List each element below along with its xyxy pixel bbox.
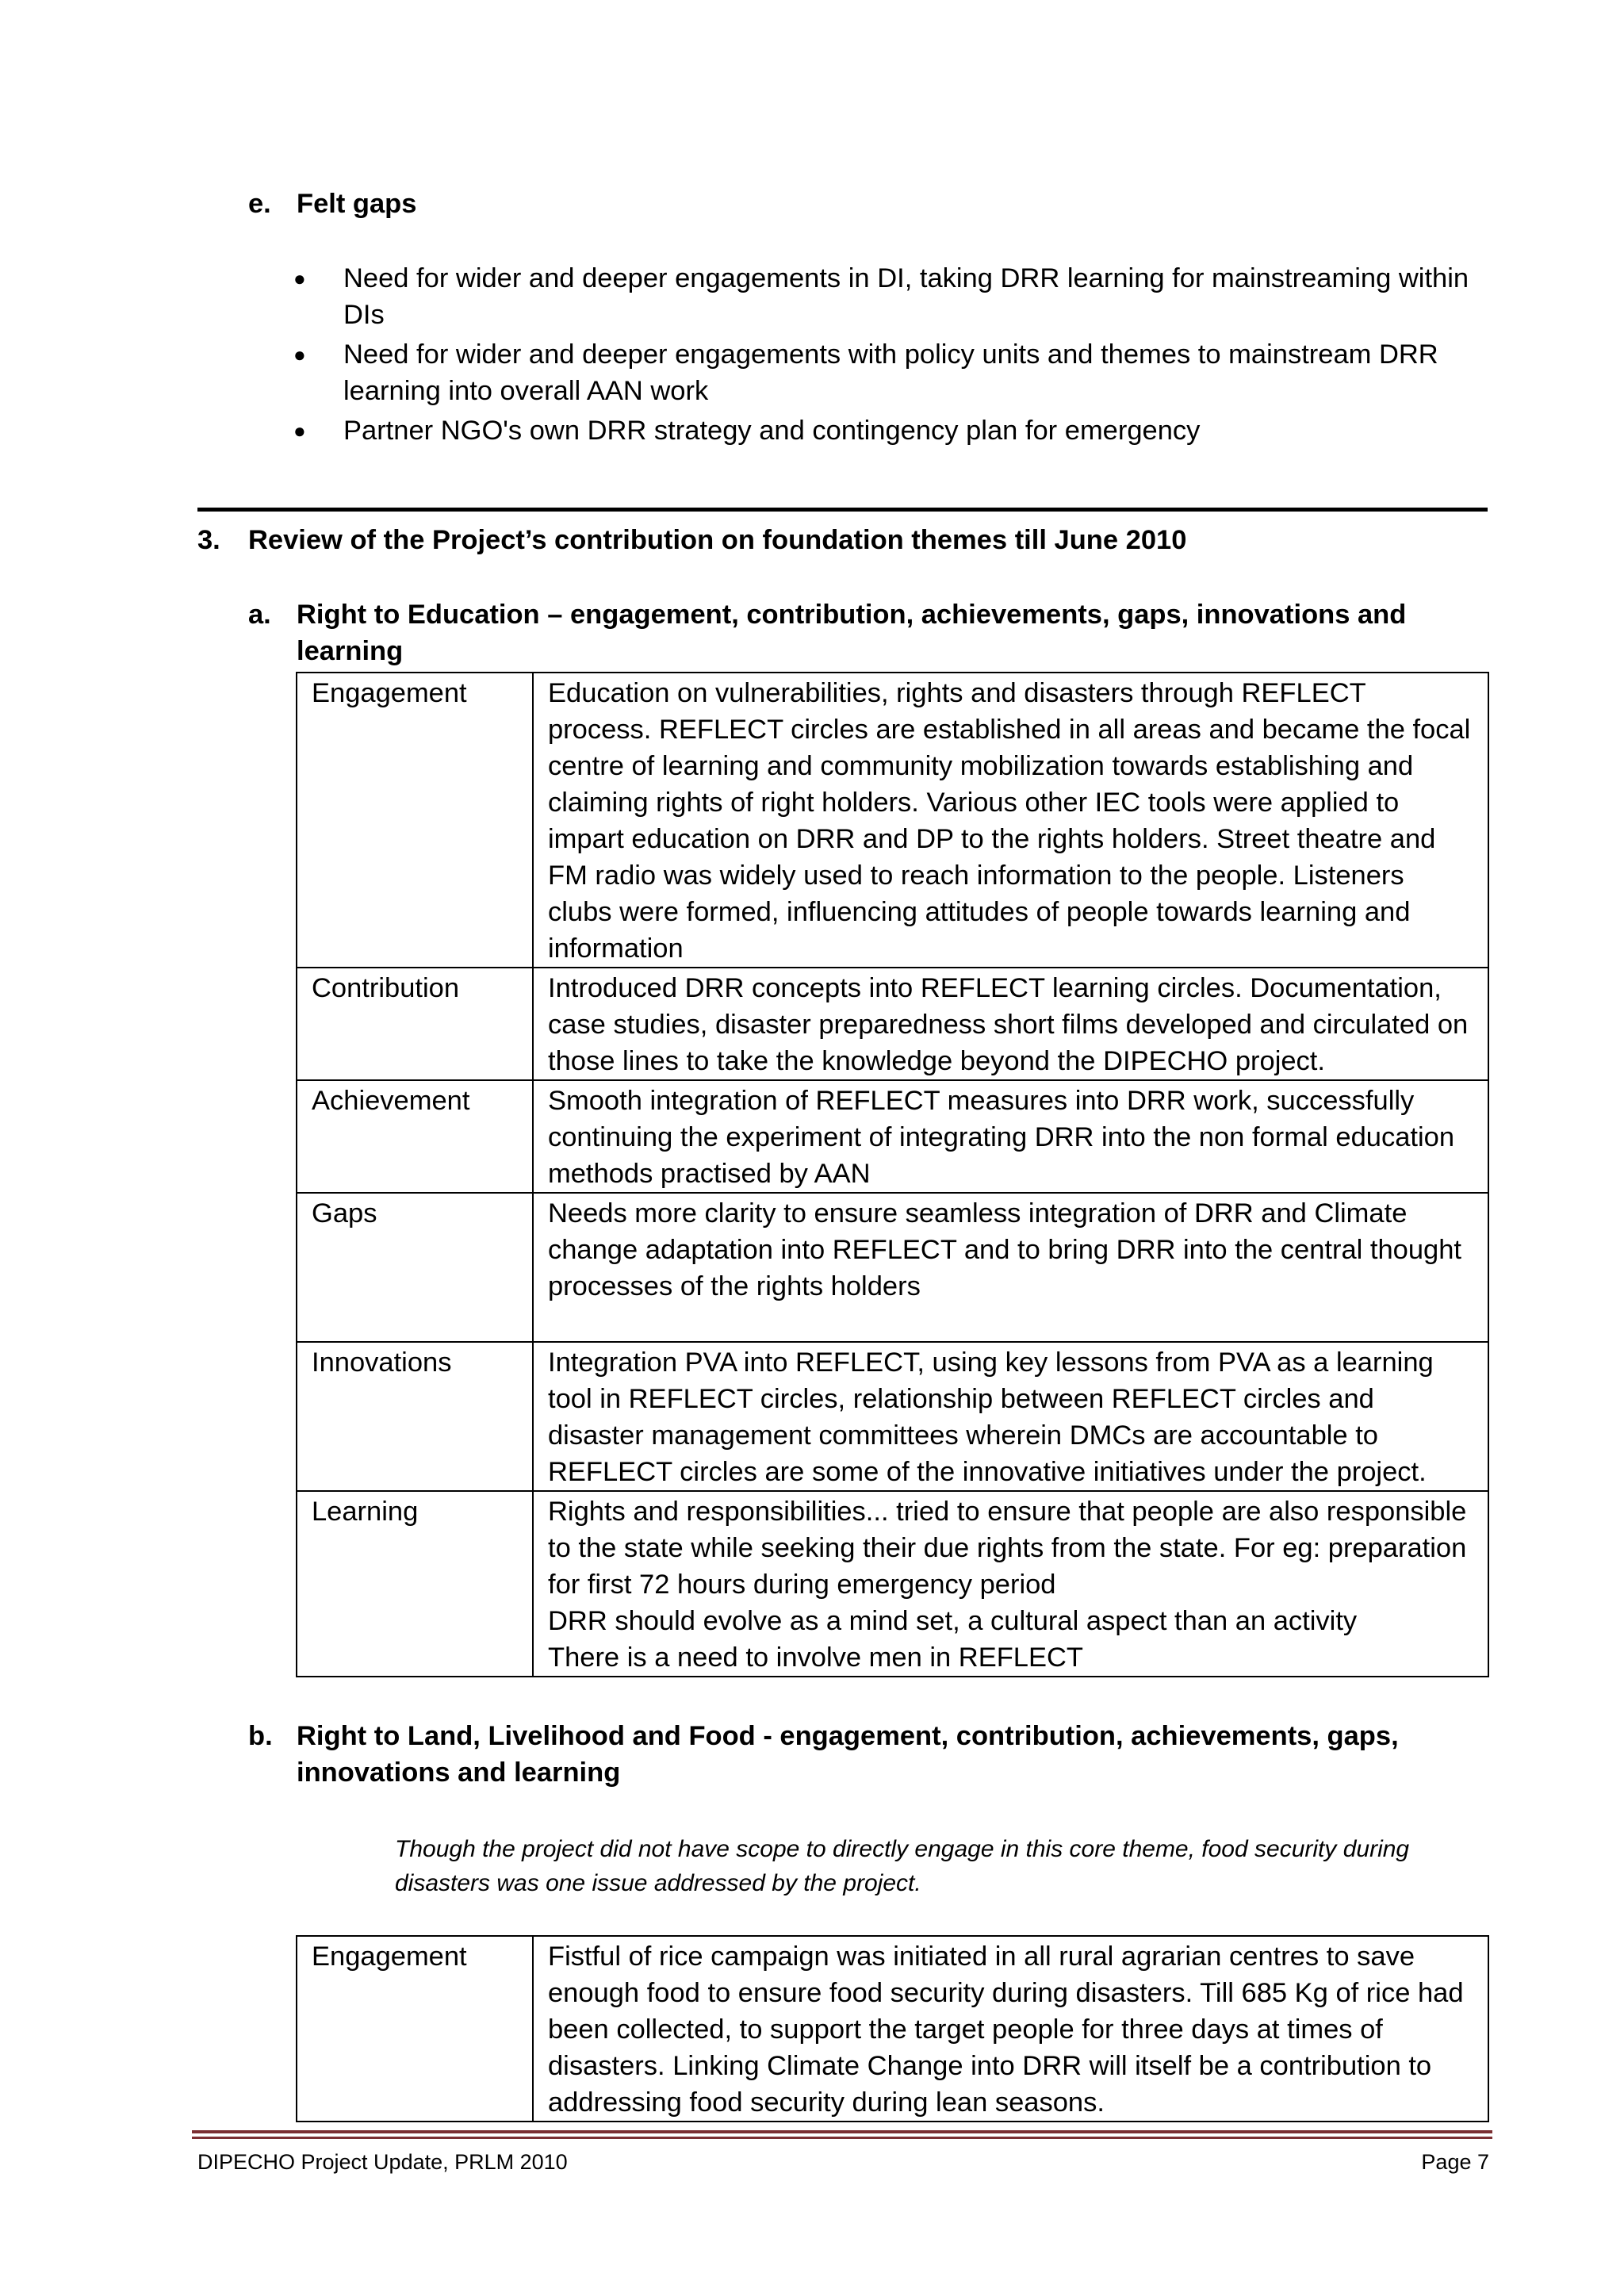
row-label: Contribution [297,968,533,1080]
table-row [297,1936,1488,2122]
section-heading: Review of the Project’s contribution on foundation themes till June 2010 [248,525,1187,555]
row-text: Introduced DRR concepts into REFLECT learning circles. Documentation, case studies, disaster preparedness short films developed and circulated on those lines to take the knowledge beyond the DIPECHO project. [533,968,1488,1080]
row-label: Engagement [297,673,533,968]
section-divider [197,508,1488,512]
table-row [297,1193,1488,1342]
section-number: 3. [197,525,220,555]
list-item: Need for wider and deeper engagements with policy units and themes to mainstream DRR learning into overall AAN work [343,339,1438,406]
row-text: Smooth integration of REFLECT measures into DRR work, successfully continuing the experiment of integrating DRR into the non formal education methods practised by AAN [533,1080,1488,1193]
row-label: Gaps [297,1193,533,1342]
row-label: Learning [297,1491,533,1677]
row-text: Education on vulnerabilities, rights and disasters through REFLECT process. REFLECT circles are established in all areas and became the focal centre of learning and community mobilization towards establishing and claiming rights of right holders. Various other IEC tools were applied to impart education on DRR and DP to the rights holders. Street theatre and FM radio was widely used to reach information to the people. Listeners clubs were formed, influencing attitudes of people towards learning and information [533,673,1488,968]
education-table [296,672,1489,1677]
table-row [297,968,1488,1080]
footer-rule [192,2130,1492,2133]
table-row [297,1080,1488,1193]
bullet-dot: ● [293,266,306,290]
table-row [297,1491,1488,1677]
footer-left: DIPECHO Project Update, PRLM 2010 [197,2150,568,2174]
learning-line: Rights and responsibilities... tried to ensure that people are also responsible to the state while seeking their due rights from the state. For eg: preparation for first 72 hours during emergency period [548,1497,1467,1600]
row-text [533,1491,1488,1677]
subsection-b-heading: Right to Land, Livelihood and Food - engagement, contribution, achievements, gaps, innovations and learning [297,1721,1399,1788]
row-text: Fistful of rice campaign was initiated in all rural agrarian centres to save enough food to ensure food security during disasters. Till 685 Kg of rice had been collected, to support the target people for three days at times of disasters. Linking Climate Change into DRR will itself be a contribution to addressing food security during lean seasons. [533,1936,1488,2122]
bullet-dot: ● [293,419,306,443]
subsection-b-label: b. [248,1721,273,1751]
felt-gaps-heading: Felt gaps [297,189,417,219]
footer-rule-thin [192,2137,1492,2139]
bullet-dot: ● [293,343,306,366]
page-number: Page 7 [1421,2150,1489,2174]
table-row [297,1342,1488,1491]
learning-line: DRR should evolve as a mind set, a cultural aspect than an activity [548,1606,1358,1636]
learning-line: There is a need to involve men in REFLECT [548,1642,1083,1673]
subsection-a-label: a. [248,600,271,630]
row-label: Innovations [297,1342,533,1491]
list-item: Partner NGO's own DRR strategy and contingency plan for emergency [343,416,1201,446]
list-item: Need for wider and deeper engagements in DI, taking DRR learning for mainstreaming within DIs [343,263,1469,330]
subsection-b-note: Though the project did not have scope to directly engage in this core theme, food security during disasters was one issue addressed by the project. [395,1836,1410,1896]
livelihood-table [296,1935,1489,2122]
row-label: Achievement [297,1080,533,1193]
row-label: Engagement [297,1936,533,2122]
felt-gaps-label: e. [248,189,271,219]
subsection-a-heading: Right to Education – engagement, contribution, achievements, gaps, innovations and learning [297,600,1407,666]
row-text: Needs more clarity to ensure seamless integration of DRR and Climate change adaptation into REFLECT and to bring DRR into the central thought processes of the rights holders [533,1193,1488,1342]
table-row [297,673,1488,968]
row-text: Integration PVA into REFLECT, using key lessons from PVA as a learning tool in REFLECT circles, relationship between REFLECT circles and disaster management committees wherein DMCs are accountable to REFLECT circles are some of the innovative initiatives under the project. [533,1342,1488,1491]
